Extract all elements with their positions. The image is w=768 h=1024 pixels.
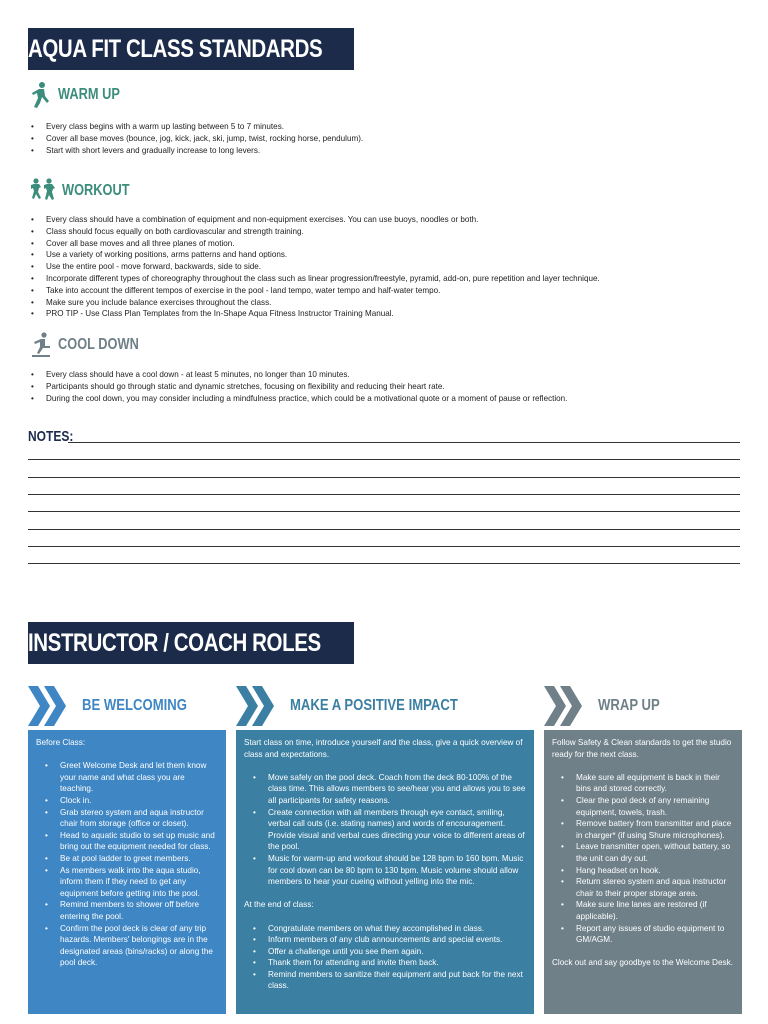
warmup-heading <box>30 82 135 108</box>
list-item: • Confirm the pool deck is clear of any trip hazards. Members' belongings are in the designated areas (bins/racks) or along the pool deck. <box>36 923 218 969</box>
role-head-welcoming <box>28 686 210 726</box>
wrapup-list <box>552 772 734 946</box>
list-item: • Music for warm-up and workout should be 128 bpm to 160 bpm. Music for cool down can be 80 bpm to 130 bpm. Music volume should allow members to hear your cueing without yelling into the mic. <box>244 853 526 888</box>
note-line <box>28 511 740 512</box>
list-item: • Use a variety of working positions, arms patterns and hand options. <box>28 249 748 261</box>
workout-title: WORKOUT <box>62 182 130 199</box>
list-item: • Congratulate members on what they accomplished in class. <box>244 923 526 935</box>
note-line <box>28 477 740 478</box>
note-line <box>68 442 740 443</box>
list-item: • Every class should have a combination of equipment and non-equipment exercises. You can use buoys, noodles or both. <box>28 214 748 226</box>
list-item: • Class should focus equally on both cardiovascular and strength training. <box>28 226 748 238</box>
header-banner-standards <box>28 28 354 70</box>
list-item: • Thank them for attending and invite them back. <box>244 957 526 969</box>
list-item: • Clock in. <box>36 795 218 807</box>
list-item: • Greet Welcome Desk and let them know your name and what class you are teaching. <box>36 760 218 795</box>
note-line <box>28 563 740 564</box>
note-line <box>28 494 740 495</box>
impact-end-list <box>244 923 526 993</box>
wrapup-intro: Follow Safety & Clean standards to get the studio ready for the next class. <box>552 738 732 759</box>
note-line <box>28 459 740 460</box>
list-item: • Head to aquatic studio to set up music and bring out the equipment needed for class. <box>36 830 218 853</box>
note-line <box>28 546 740 547</box>
page-title: AQUA FIT CLASS STANDARDS <box>28 34 323 63</box>
header-banner-roles <box>28 622 354 664</box>
list-item: • Remind members to sanitize their equipment and put back for the next class. <box>244 969 526 992</box>
impact-title: MAKE A POSITIVE IMPACT <box>290 697 458 714</box>
list-item: • Cover all base moves (bounce, jog, kick, jack, ski, jump, twist, rocking horse, pendulum). <box>28 133 748 145</box>
list-item: • Make sure line lanes are restored (if applicable). <box>552 899 734 922</box>
list-item: • Every class begins with a warm up lasting between 5 to 7 minutes. <box>28 121 748 133</box>
cooldown-title: COOL DOWN <box>58 336 139 353</box>
warmup-title: WARM UP <box>58 86 120 103</box>
impact-intro: Start class on time, introduce yourself and the class, give a quick overview of class and expectations. <box>244 738 523 759</box>
list-item: • Return stereo system and aqua instructor chair to their proper storage area. <box>552 876 734 899</box>
wrapup-outro: Clock out and say goodbye to the Welcome Desk. <box>552 958 733 968</box>
impact-end-label: At the end of class: <box>244 900 314 910</box>
notes-label: NOTES: <box>28 428 74 445</box>
list-item: • Move safely on the pool deck. Coach from the deck 80-100% of the class time. This allows members to see/hear you and allows you to see all participants for safety reasons. <box>244 772 526 807</box>
double-chevron-icon <box>544 686 590 726</box>
list-item: • Report any issues of studio equipment to GM/AGM. <box>552 923 734 946</box>
double-chevron-icon <box>28 686 74 726</box>
list-item: • Create connection with all members through eye contact, smiling, verbal call outs (i.e. stating names) and words of encouragement. Provide visual and verbal cues directing your voice to different areas of the pool. <box>244 807 526 853</box>
list-item: • Start with short levers and gradually increase to long levers. <box>28 145 748 157</box>
impact-list <box>244 772 526 888</box>
list-item: • Clear the pool deck of any remaining equipment, towels, trash. <box>552 795 734 818</box>
role-head-impact <box>236 686 495 726</box>
list-item: • Leave transmitter open, without battery, so the unit can dry out. <box>552 841 734 864</box>
workout-heading <box>30 178 146 204</box>
workout-list <box>28 214 748 320</box>
list-item: • During the cool down, you may consider including a mindfulness practice, which could be a motivational quote or a moment of pause or reflection. <box>28 393 748 405</box>
list-item: • PRO TIP - Use Class Plan Templates from the In-Shape Aqua Fitness Instructor Training Manual. <box>28 308 748 320</box>
wrapup-box <box>544 730 742 1014</box>
list-item: • Be at pool ladder to greet members. <box>36 853 218 865</box>
list-item: • Offer a challenge until you see them again. <box>244 946 526 958</box>
list-item: • Use the entire pool - move forward, backwards, side to side. <box>28 261 748 273</box>
stretch-icon <box>30 332 52 358</box>
list-item: • Every class should have a cool down - at least 5 minutes, no longer than 10 minutes. <box>28 369 748 381</box>
welcoming-box <box>28 730 226 1014</box>
list-item: • Remind members to shower off before entering the pool. <box>36 899 218 922</box>
group-exercise-icon <box>30 178 56 204</box>
list-item: • Inform members of any club announcements and special events. <box>244 934 526 946</box>
cooldown-heading <box>30 332 159 358</box>
list-item: • Grab stereo system and aqua instructor chair from storage (office or closet). <box>36 807 218 830</box>
runner-icon <box>30 82 52 108</box>
double-chevron-icon <box>236 686 282 726</box>
warmup-list <box>28 121 748 156</box>
list-item: • Incorporate different types of choreography throughout the class such as linear progression/freestyle, pyramid, add-on, pure repetition and layer technique. <box>28 273 748 285</box>
list-item: • Hang headset on hook. <box>552 865 734 877</box>
list-item: • Make sure you include balance exercises throughout the class. <box>28 297 748 309</box>
welcoming-title: BE WELCOMING <box>82 697 187 714</box>
list-item: • Take into account the different tempos of exercise in the pool - land tempo, water tempo and half-water tempo. <box>28 285 748 297</box>
list-item: • Remove battery from transmitter and place in charger* (if using Shure microphones). <box>552 818 734 841</box>
roles-title: INSTRUCTOR / COACH ROLES <box>28 628 321 657</box>
wrapup-title: WRAP UP <box>598 697 660 714</box>
welcoming-list <box>36 760 218 969</box>
list-item: • Cover all base moves and all three planes of motion. <box>28 238 748 250</box>
note-line <box>28 529 740 530</box>
list-item: • Make sure all equipment is back in their bins and stored correctly. <box>552 772 734 795</box>
list-item: • Participants should go through static and dynamic stretches, focusing on flexibility and reducing their heart rate. <box>28 381 748 393</box>
cooldown-list <box>28 369 748 404</box>
welcoming-intro: Before Class: <box>36 738 86 747</box>
list-item: • As members walk into the aqua studio, inform them if they need to get any equipment before getting into the pool. <box>36 865 218 900</box>
impact-box <box>236 730 534 1014</box>
role-head-wrapup <box>544 686 673 726</box>
